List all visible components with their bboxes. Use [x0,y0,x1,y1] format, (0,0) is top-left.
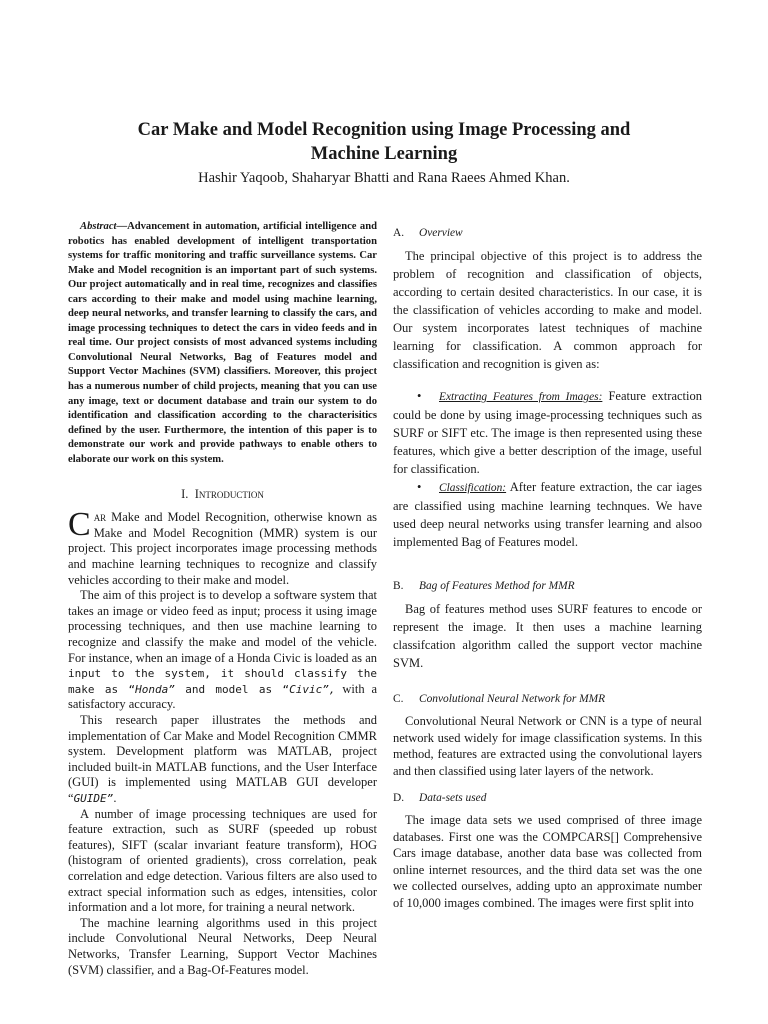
subsection-number: D. [393,792,405,804]
cnn-paragraph: Convolutional Neural Network or CNN is a type of neural network used widely for image classification systems. In this method, features are extracted using the convolutional layers and then classified using later layers of the network. [393,714,702,778]
paper-title [60,118,708,166]
intro-p3-guide: GUIDE” [73,791,114,805]
intro-p2-civic: Civic”, [289,682,336,696]
subsection-title: Overview [419,227,463,239]
section-number: I. [181,487,189,502]
subsection-heading-datasets [393,791,702,805]
subsection-number: C. [393,693,404,705]
bullet-item-feature-extraction [393,387,702,478]
intro-paragraph-1 [68,506,377,588]
section-title: Introduction [194,487,264,502]
left-column [68,220,377,978]
intro-p2-pre: The aim of this project is to develop a software system that takes an image or video feed as input; process it using image processing techniques, and then use machine learning to recognize and classify the make and model of the vehicle. For instance, when an image of a Honda Civic is loaded as an [68,588,377,665]
intro-p3-pre: This research paper illustrates the methods and implementation of Car Make and Model Recognition CMMR system. Development platform was MATLAB, project included built-in MATLAB functions, and the User Interface (GUI) is implemented using MATLAB GUI developer “ [68,713,377,805]
intro-p2-honda: Honda” [135,682,175,696]
bullet-icon: • [417,480,422,494]
subsection-number: B. [393,580,404,592]
bag-of-features-paragraph: Bag of features method uses SURF features to encode or represent the image. It then uses a machine learning classifcation algorithm called the support vector machine SVM. [393,602,702,670]
intro-paragraph-5: The machine learning algorithms used in this project include Convolutional Neural Networks, Deep Neural Networks, Transfer Learning, Support Vector Machines (SVM) classifier, and a Bag-Of-Features model. [68,915,377,977]
title-line-2: Machine Learning [310,144,458,164]
subsection-title: Bag of Features Method for MMR [419,580,575,592]
intro-p2-post: with a satisfactory accuracy. [68,681,377,712]
overview-paragraph: The principal objective of this project is to address the problem of recognition and classification of objects, according to certain desited characteristics. In our case, it is the classification of vehicles according to make and model. Our system incorporates latest techniques of machine learning for classification. A common approach for classification and recognition is given as: [393,249,702,371]
subsection-number: A. [393,227,405,239]
drop-cap: C [68,506,91,544]
subsection-heading-overview [393,226,702,240]
subsection-heading-cnn [393,692,702,706]
right-column [393,226,702,911]
bullet-lead: Extracting Features from Images: [439,391,603,403]
subsection-title: Convolutional Neural Network for MMR [419,693,606,705]
intro-p2-mono-2: and model as “ [174,682,290,696]
bullet-icon: • [417,389,422,403]
bullet-item-classification [393,478,702,551]
section-heading-introduction [68,487,377,502]
intro-p1-text: Make and Model Recognition, otherwise known as Make and Model Recognition (MMR) system is our project. This project incorporates image processing methods and machine learning techniques to recognize and classify vehicles according to their make and model. [68,510,377,587]
intro-p2-mono-1: input to the system, it should classify the make as “ [68,667,377,696]
first-word: ar [93,510,107,525]
intro-paragraph-3 [68,713,377,807]
subsection-heading-bag-of-features [393,579,702,593]
abstract [68,220,377,467]
author-list: Hashir Yaqoob, Shaharyar Bhatti and Rana Raees Ahmed Khan. [198,170,570,186]
abstract-label: Abstract [80,221,117,232]
intro-p3-post: . [113,790,117,805]
bullet-text: Feature extraction could be done by using image-processing techniques such as SURF or SIFT etc. The image is then represented using these features, which give a better description of the image, useful for classification. [393,389,702,476]
abstract-text: —Advancement in automation, artificial intelligence and robotics has enabled development of intelligent transportation systems for traffic monitoring and traffic surveillance systems. Car Make and Model recognition is an important part of such systems. Our project automatically and in real time, recognizes and classifies cars according to their make and model using machine learning, deep neural networks, and transfer learning to classify the cars, and image processing techniques to detect the cars in video feeds and in real time. Our project consists of most advanced systems including Convolutional Neural Networks, Bag of Features model and Support Vector Machines (SVM) classifiers. Moreover, this project has a numerous number of child projects, meaning that you can use any image, text or document database and train our system to do identification and classification according to the characterisitics defined by the user. Furthermore, the intention of this paper is to demonstrate our work and provide pathways to enable others to elaborate our work on this system. [68,221,377,465]
intro-paragraph-4: A number of image processing techniques are used for feature extraction, such as SURF (speeded up robust features), SIFT (scalar invariant feature transform), HOG (histogram of oriented gradients), cross correlation, peak correlation and edge detection. Various filters are also used to extract special information such as edges, intensities, color information and a lot more, for training a neural network. [68,806,377,915]
subsection-title: Data-sets used [419,792,487,804]
datasets-paragraph: The image data sets we used comprised of three image databases. First one was the COMPCARS[] Comprehensive Cars image database, another data base was collected from online internet resources, and the third data set was the one we collected ourselves, adding upto an approximate number of 10,000 images combined. The images were first split into [393,813,702,910]
intro-paragraph-2 [68,588,377,713]
bullet-text: After feature extraction, the car iages are classified using machine learning technques. We have used deep neural networks using transfer learning and alsoo implemented Bag of Features model. [393,480,702,549]
bullet-lead: Classification: [439,482,507,494]
title-line-1: Car Make and Model Recognition using Image Processing and [137,120,631,140]
